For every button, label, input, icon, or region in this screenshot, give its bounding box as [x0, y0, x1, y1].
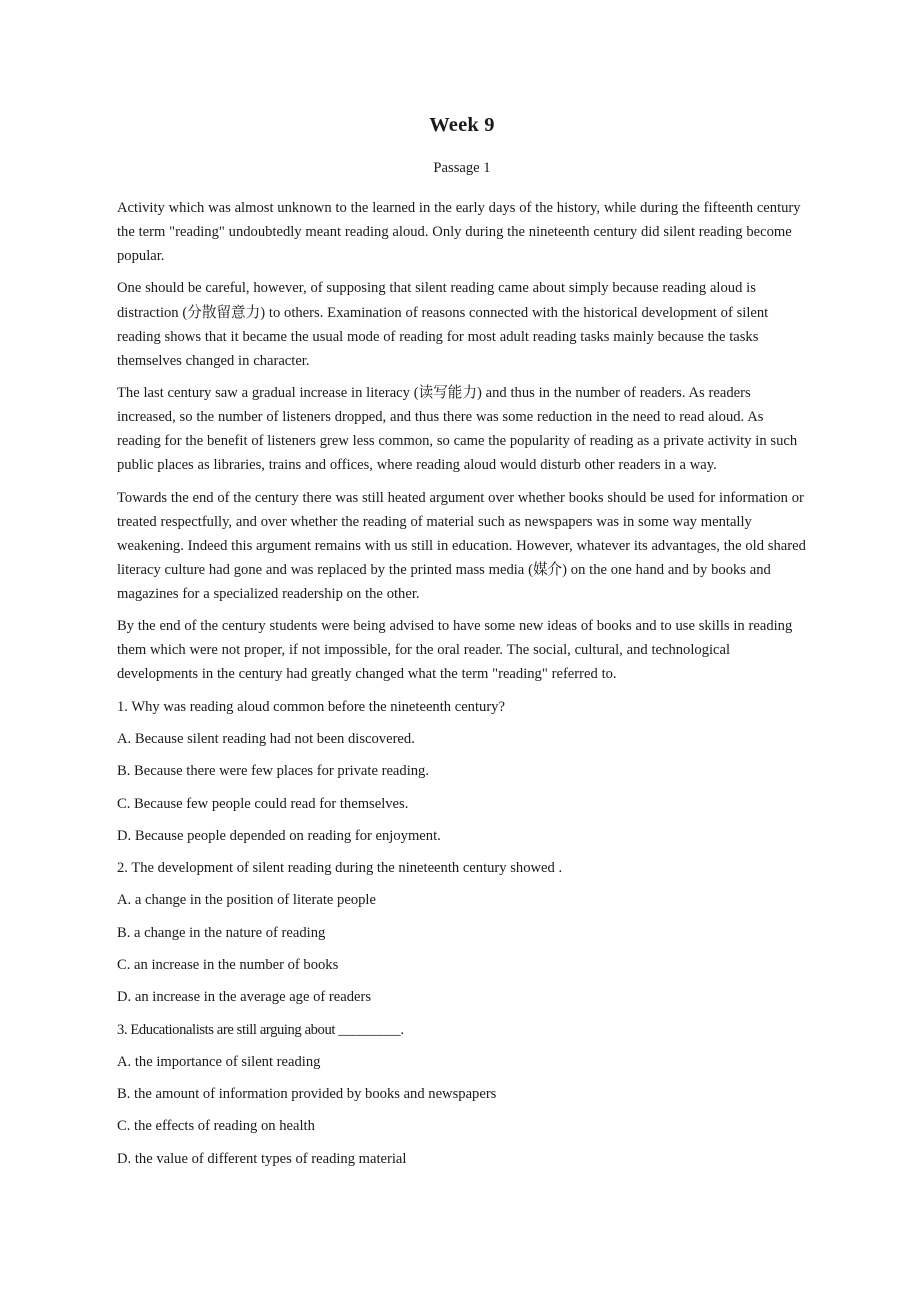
passage-paragraph-5: By the end of the century students were being advised to have some new ideas of books and to use skills in reading them which were not proper, if not impossible, for the oral reader. The social, cultural, and technological developments in the century had greatly changed what the term "reading" referred to.: [117, 618, 793, 683]
passage-paragraph-3: The last century saw a gradual increase in literacy (读写能力) and thus in the number of readers. As readers increased, so the number of listeners dropped, and thus there was some reduction in the need to read aloud. As reading for the benefit of listeners grew less common, so came the popularity of reading as a private activity in such public places as libraries, trains and offices, where reading aloud would disturb other readers in a way.: [117, 385, 798, 474]
document-body: [117, 112, 807, 1171]
question-1-option-c[interactable]: C. Because few people could read for themselves.: [117, 795, 409, 812]
question-3-option-d[interactable]: D. the value of different types of reading material: [117, 1150, 407, 1167]
page-title: Week 9: [429, 114, 495, 136]
question-2-option-d[interactable]: D. an increase in the average age of readers: [117, 989, 372, 1006]
passage-label: Passage 1: [433, 160, 491, 176]
passage-paragraph-4: Towards the end of the century there was still heated argument over whether books should be used for information or treated respectfully, and over whether the reading of material such as newspapers was in some way mentally weakening. Indeed this argument remains with us still in education. However, whatever its advantages, the old shared literacy culture had gone and was replaced by the printed mass media (媒介) on the one hand and by books and magazines for a specialized readership on the other.: [117, 489, 806, 602]
question-3-option-a[interactable]: A. the importance of silent reading: [117, 1053, 321, 1070]
question-1-option-a[interactable]: A. Because silent reading had not been discovered.: [117, 731, 415, 747]
question-3-option-b[interactable]: B. the amount of information provided by books and newspapers: [117, 1086, 497, 1103]
question-1-prompt: 1. Why was reading aloud common before the nineteenth century?: [117, 698, 505, 715]
question-2-prompt: 2. The development of silent reading during the nineteenth century showed .: [117, 860, 563, 877]
passage-paragraph-2: One should be careful, however, of supposing that silent reading came about simply because reading aloud is distraction (分散留意力) to others. Examination of reasons connected with the historical development of silent reading shows that it became the usual mode of reading for most adult reading tasks mainly because the tasks themselves changed in character.: [117, 280, 769, 369]
question-2-option-c[interactable]: C. an increase in the number of books: [117, 956, 339, 973]
passage-paragraph-1: Activity which was almost unknown to the learned in the early days of the history, while during the fifteenth century the term "reading" undoubtedly meant reading aloud. Only during the nineteenth century did silent reading become popular.: [117, 200, 801, 265]
question-2-option-b[interactable]: B. a change in the nature of reading: [117, 924, 326, 941]
question-1-option-b[interactable]: B. Because there were few places for private reading.: [117, 763, 429, 780]
question-3-option-c[interactable]: C. the effects of reading on health: [117, 1118, 315, 1135]
question-2-option-a[interactable]: A. a change in the position of literate people: [117, 892, 376, 909]
question-3-prompt: 3. Educationalists are still arguing about _________.: [117, 1021, 404, 1038]
question-1-option-d[interactable]: D. Because people depended on reading for enjoyment.: [117, 827, 441, 844]
